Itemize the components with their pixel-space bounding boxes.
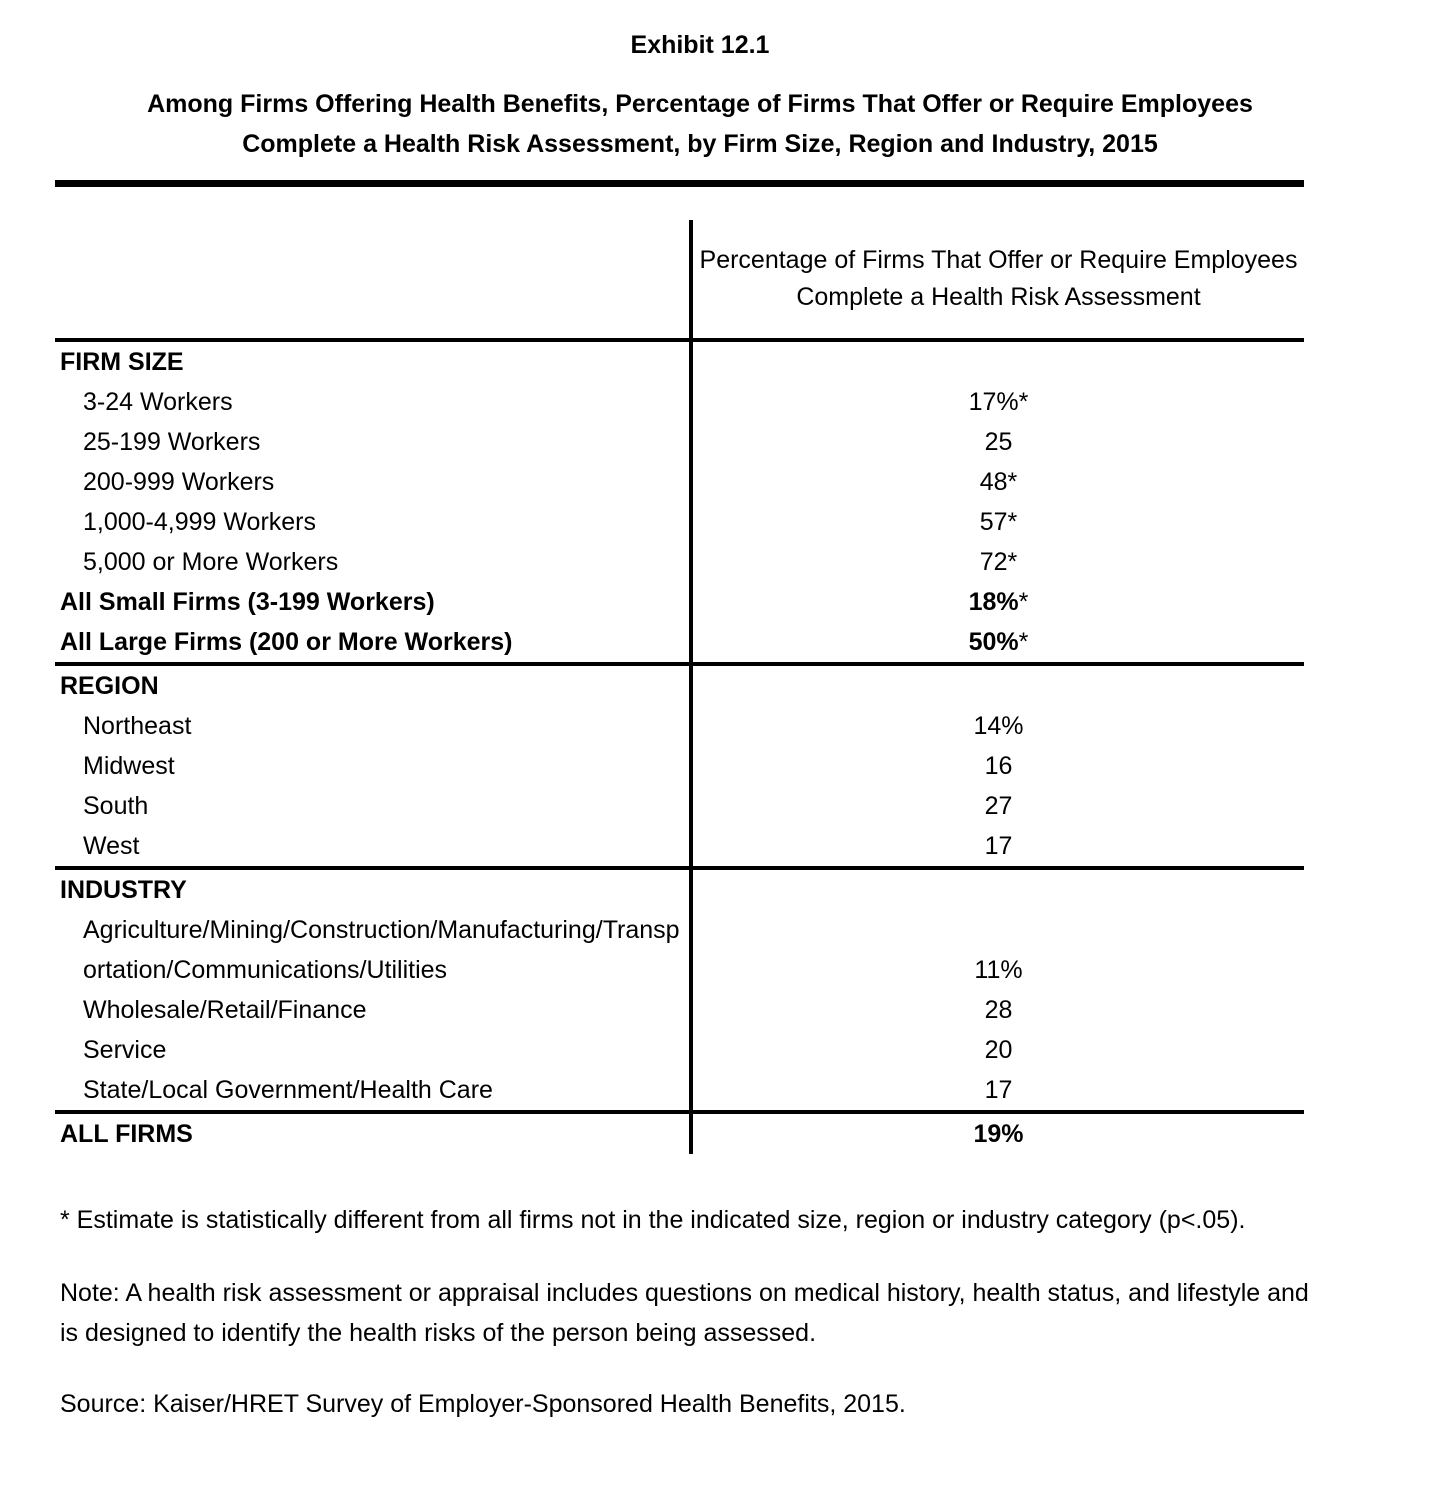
table-row — [55, 502, 1304, 542]
row-label: Northeast — [83, 712, 192, 740]
row-value-cell — [691, 582, 1304, 622]
section-heading-row — [55, 340, 1304, 382]
row-value: 17% — [968, 388, 1019, 416]
total-row — [55, 1112, 1304, 1154]
row-value: 50% — [968, 628, 1019, 656]
row-label: All Small Firms (3-199 Workers) — [60, 588, 435, 616]
table-row — [55, 1070, 1304, 1112]
row-value: 57 — [979, 508, 1008, 536]
row-value-cell — [691, 706, 1304, 746]
row-value-cell — [691, 462, 1304, 502]
table-row — [55, 622, 1304, 664]
category-column-header — [55, 220, 691, 340]
row-value: 72 — [979, 548, 1008, 576]
exhibit-label: Exhibit 12.1 — [630, 31, 770, 59]
footnotes — [55, 1200, 1309, 1424]
row-label: State/Local Government/Health Care — [83, 1076, 493, 1104]
table-row — [55, 786, 1304, 826]
row-label: Agriculture/Mining/Construction/Manufacturing/Transportation/Communications/Utilities — [83, 916, 680, 984]
report-title-line2: Complete a Health Risk Assessment, by Firm Size, Region and Industry, 2015 — [242, 130, 1158, 158]
row-label: South — [83, 792, 149, 820]
row-label: Midwest — [83, 752, 175, 780]
table-row — [55, 382, 1304, 422]
value-column-header: Percentage of Firms That Offer or Require Employees Complete a Health Risk Assessment — [691, 220, 1304, 340]
table-row — [55, 910, 1304, 990]
row-label: 200-999 Workers — [83, 468, 275, 496]
title-divider-rule — [55, 180, 1304, 187]
table-row — [55, 706, 1304, 746]
section-heading: REGION — [55, 664, 691, 706]
table-row — [55, 826, 1304, 868]
row-value: 28 — [984, 996, 1013, 1024]
row-label: 25-199 Workers — [83, 428, 261, 456]
section-heading-value-cell — [691, 868, 1304, 910]
row-value: 27 — [984, 792, 1013, 820]
total-row-label: ALL FIRMS — [55, 1112, 691, 1154]
table-row — [55, 746, 1304, 786]
row-value: 18% — [968, 588, 1019, 616]
table-header — [55, 220, 1304, 340]
row-label: 1,000-4,999 Workers — [83, 508, 316, 536]
row-value-cell — [691, 542, 1304, 582]
significance-asterisk: * — [1018, 628, 1029, 656]
row-label: Wholesale/Retail/Finance — [83, 996, 367, 1024]
report-title-line1: Among Firms Offering Health Benefits, Percentage of Firms That Offer or Require Employees — [147, 90, 1253, 118]
row-value-cell — [691, 422, 1304, 462]
row-value-cell — [691, 382, 1304, 422]
footnote-significance: * Estimate is statistically different from all firms not in the indicated size, region or industry category (p<.05). — [60, 1206, 1246, 1234]
row-value: 16 — [984, 752, 1013, 780]
row-value-cell — [691, 786, 1304, 826]
significance-asterisk: * — [1007, 468, 1018, 496]
row-value-cell — [691, 622, 1304, 664]
data-table — [55, 220, 1304, 1154]
row-value: 14% — [973, 712, 1024, 740]
section-heading: INDUSTRY — [55, 868, 691, 910]
row-value: 17 — [984, 1076, 1013, 1104]
title-block — [55, 30, 1345, 164]
significance-asterisk: * — [1007, 508, 1018, 536]
significance-asterisk: * — [1007, 548, 1018, 576]
table-row — [55, 422, 1304, 462]
section-heading: FIRM SIZE — [55, 340, 691, 382]
section-heading-row — [55, 868, 1304, 910]
row-value-cell — [691, 1030, 1304, 1070]
row-value-cell — [691, 746, 1304, 786]
row-value: 19% — [973, 1120, 1024, 1148]
table-row — [55, 582, 1304, 622]
row-label: Service — [83, 1036, 167, 1064]
table-row — [55, 542, 1304, 582]
significance-asterisk: * — [1018, 588, 1029, 616]
footnote-source: Source: Kaiser/HRET Survey of Employer-Sponsored Health Benefits, 2015. — [60, 1390, 906, 1418]
row-value: 48 — [979, 468, 1008, 496]
section-heading-value-cell — [691, 664, 1304, 706]
report-title — [55, 84, 1345, 164]
section-heading-row — [55, 664, 1304, 706]
table-row — [55, 990, 1304, 1030]
row-value-cell-total — [691, 1112, 1304, 1154]
table-header-row — [55, 220, 1304, 340]
row-value-cell — [691, 502, 1304, 542]
row-value-cell — [691, 910, 1304, 990]
row-value: 17 — [984, 832, 1013, 860]
row-label: 5,000 or More Workers — [83, 548, 339, 576]
row-value: 11% — [974, 956, 1023, 984]
table-body — [55, 340, 1304, 1154]
row-value-cell — [691, 826, 1304, 868]
row-value: 25 — [984, 428, 1013, 456]
table-row — [55, 462, 1304, 502]
row-label: 3-24 Workers — [83, 388, 233, 416]
footnote-definition: Note: A health risk assessment or appraisal includes questions on medical history, health status, and lifestyle and is designed to identify the health risks of the person being assessed. — [60, 1279, 1309, 1347]
significance-asterisk: * — [1018, 388, 1029, 416]
row-value: 20 — [984, 1036, 1013, 1064]
row-label: West — [83, 832, 140, 860]
row-value-cell — [691, 1070, 1304, 1112]
row-value-cell — [691, 990, 1304, 1030]
section-heading-value-cell — [691, 340, 1304, 382]
row-label: All Large Firms (200 or More Workers) — [60, 628, 513, 656]
table-row — [55, 1030, 1304, 1070]
